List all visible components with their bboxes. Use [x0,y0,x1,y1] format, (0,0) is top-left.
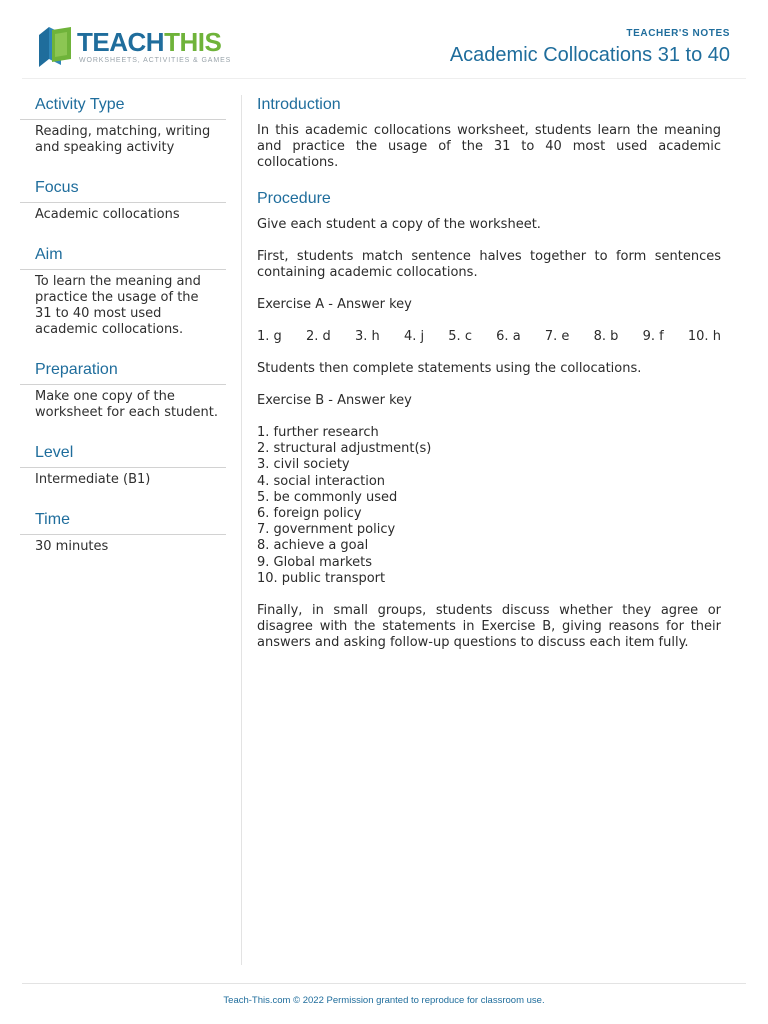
logo-wordmark: TEACHTHIS [77,27,222,57]
sidebar-section-activity-type [20,93,226,156]
list-item: 10. public transport [257,570,386,586]
introduction-heading: Introduction [257,96,341,113]
answer-item: 7. e [544,329,570,344]
answer-item: 5. c [448,329,472,344]
list-item: 6. foreign policy [257,506,362,522]
page-title: Academic Collocations 31 to 40 [449,44,730,66]
procedure-step-3: Students then complete statements using the collocations. [257,361,642,376]
sidebar-heading: Level [20,441,226,468]
header-divider [22,78,746,79]
sidebar-body: To learn the meaning and practice the usage of the 31 to 40 most used academic collocations. [35,274,201,337]
list-item: 7. government policy [257,522,396,538]
teach-this-logo [37,25,237,69]
sidebar-section-aim [20,243,226,338]
column-divider [241,95,242,965]
sidebar [20,93,226,575]
list-item: 3. civil society [257,457,350,473]
sidebar-heading: Preparation [20,358,226,385]
list-item: 1. further research [257,425,379,440]
answer-item: 6. a [496,329,521,344]
sidebar-body: Reading, matching, writing and speaking activity [35,124,211,155]
sidebar-heading: Time [20,508,226,535]
procedure-heading: Procedure [257,190,331,207]
answer-item: 1. g [257,329,282,344]
logo-tagline: WORKSHEETS, ACTIVITIES & GAMES [79,57,232,64]
answer-item: 3. h [354,329,380,344]
introduction-text: In this academic collocations worksheet, students learn the meaning and practice the usage of the 31 to 40 most used academic collocations. [257,123,721,170]
list-item: 2. structural adjustment(s) [257,441,432,457]
answer-item: 8. b [593,329,619,344]
sidebar-section-time [20,508,226,555]
exercise-a-label: Exercise A - Answer key [257,297,412,312]
sidebar-body: Make one copy of the worksheet for each student. [35,389,219,420]
procedure-step-1: Give each student a copy of the worksheet. [257,217,541,232]
exercise-b-label: Exercise B - Answer key [257,393,412,408]
list-item: 9. Global markets [257,554,373,570]
sidebar-body: 30 minutes [35,539,109,554]
list-item: 5. be commonly used [257,489,398,505]
exercise-a-answer-key [257,329,721,345]
answer-item: 2. d [305,329,331,344]
sidebar-heading: Activity Type [20,93,226,120]
answer-item: 9. f [642,329,664,344]
list-item: 8. achieve a goal [257,538,369,554]
main-content [257,93,721,667]
list-item: 4. social interaction [257,473,386,489]
procedure-step-2: First, students match sentence halves together to form sentences containing academic collocations. [257,249,721,280]
answer-item: 4. j [403,329,425,344]
exercise-b-answer-key [257,425,721,587]
answer-item: 10. h [687,329,721,344]
sidebar-section-preparation [20,358,226,421]
footer-divider [22,983,746,984]
sidebar-section-level [20,441,226,488]
procedure-step-4: Finally, in small groups, students discuss whether they agree or disagree with the statements in Exercise B, giving reasons for their answers and asking follow-up questions to discuss each item fully. [257,603,721,651]
teachers-notes-label: TEACHER'S NOTES [626,28,730,39]
sidebar-body: Intermediate (B1) [35,472,151,487]
sidebar-heading: Focus [20,176,226,203]
book-logo-icon [37,25,77,69]
sidebar-section-focus [20,176,226,223]
sidebar-heading: Aim [20,243,226,270]
sidebar-body: Academic collocations [35,207,180,222]
header-right [450,28,730,67]
footer-copyright: Teach-This.com © 2022 Permission granted to reproduce for classroom use. [223,995,545,1006]
